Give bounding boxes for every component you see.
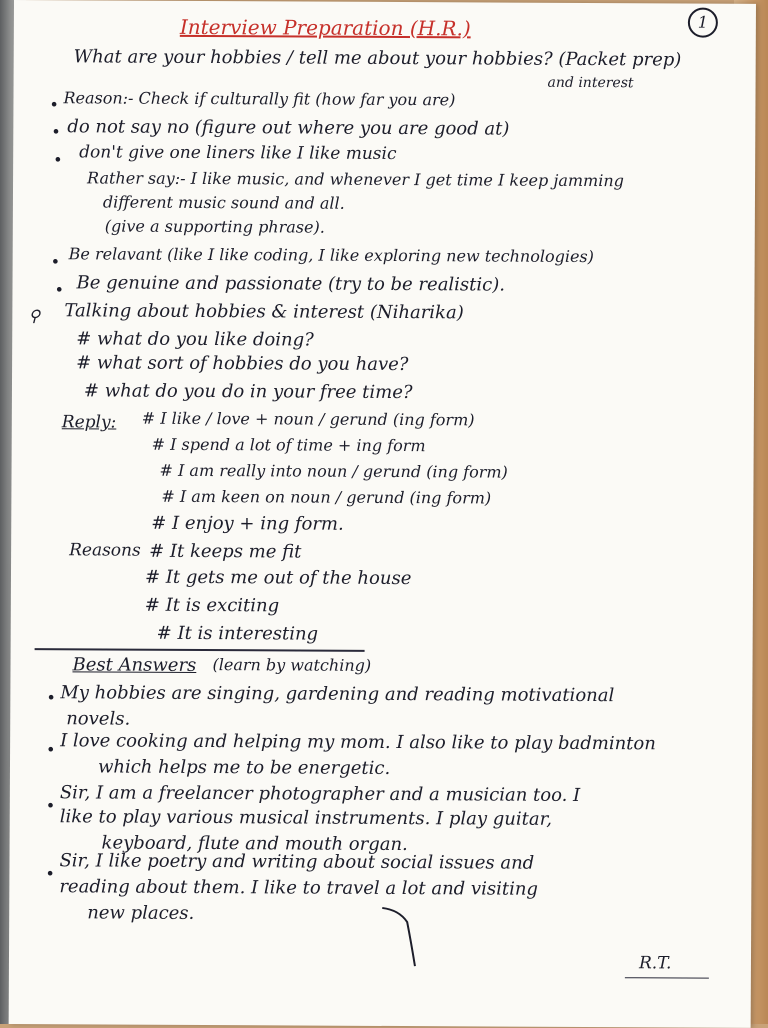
reason-item: # It gets me out of the house <box>144 566 412 590</box>
bullet-dot: • <box>45 864 55 884</box>
talking-question: # what do you do in your free time? <box>83 380 413 404</box>
bullet-dot: • <box>51 122 61 142</box>
best-answers-heading: Best Answers <box>72 654 197 676</box>
reply-item: # I am really into noun / gerund (ing form) <box>159 460 508 482</box>
reasons-label: Reasons <box>69 540 141 561</box>
divider-line <box>35 648 365 652</box>
reason-item: # It is exciting <box>144 594 280 617</box>
reply-label: Reply: <box>61 412 117 433</box>
best-answer-line: Sir, I am a freelancer photographer and a musician too. I <box>59 782 581 806</box>
bullet-dot: • <box>49 95 59 115</box>
point-supporting-phrase: (give a supporting phrase). <box>104 216 325 237</box>
point-be-genuine: Be genuine and passionate (try to be realistic). <box>76 272 506 296</box>
reply-item: # I enjoy + ing form. <box>151 512 344 535</box>
talking-question: # what sort of hobbies do you have? <box>76 352 409 376</box>
talking-heading: Talking about hobbies & interest (Niharika) <box>64 300 464 324</box>
signature-underline <box>625 977 709 978</box>
notebook-page <box>9 0 756 1028</box>
point-no-one-liners: don't give one liners like I like music <box>79 142 397 165</box>
best-answer-line: novels. <box>66 708 131 730</box>
point-rather-say: Rather say:- I like music, and whenever I get time I keep jamming <box>87 168 624 191</box>
best-answer-line: keyboard, flute and mouth organ. <box>101 832 408 856</box>
best-answer-line: new places. <box>87 902 195 924</box>
reply-item: # I spend a lot of time + ing form <box>151 434 426 456</box>
best-answer-line: reading about them. I like to travel a lot and visiting <box>59 876 539 900</box>
main-question: What are your hobbies / tell me about your hobbies? (Packet prep) <box>73 46 682 71</box>
point-be-relevant: Be relavant (like I like coding, I like exploring new technologies) <box>68 244 594 267</box>
question-note: and interest <box>547 74 634 92</box>
best-answer-line: like to play various musical instruments. I play guitar, <box>59 806 553 830</box>
bullet-dot: • <box>54 280 64 300</box>
reason-item: # It keeps me fit <box>149 540 302 563</box>
best-answer-line: which helps me to be energetic. <box>97 756 391 779</box>
talking-question: # what do you like doing? <box>76 328 314 351</box>
reply-item: # I am keen on noun / gerund (ing form) <box>161 486 492 508</box>
signature: R.T. <box>638 953 672 974</box>
bullet-dot: • <box>46 740 56 760</box>
best-answer-line: I love cooking and helping my mom. I also like to play badminton <box>60 730 656 755</box>
section-marker-icon: ⚲ <box>28 306 41 326</box>
bullet-dot: • <box>45 796 56 816</box>
best-answer-line: Sir, I like poetry and writing about social issues and <box>59 850 535 874</box>
reason-item: # It is interesting <box>156 622 319 645</box>
page-number: 1 <box>688 8 718 38</box>
bullet-dot: • <box>53 150 63 170</box>
point-reason: Reason:- Check if culturally fit (how far you are) <box>63 88 456 110</box>
best-answers-note: (learn by watching) <box>212 655 372 675</box>
bullet-dot: • <box>46 688 56 708</box>
pen-stroke-mark <box>377 902 437 972</box>
reply-item: # I like / love + noun / gerund (ing form) <box>141 408 475 430</box>
point-do-not-say-no: do not say no (figure out where you are good at) <box>67 116 510 140</box>
page-title: Interview Preparation (H.R.) <box>179 14 471 41</box>
point-rather-say-cont: different music sound and all. <box>102 192 345 213</box>
best-answer-line: My hobbies are singing, gardening and reading motivational <box>60 682 615 707</box>
bullet-dot: • <box>50 252 61 272</box>
